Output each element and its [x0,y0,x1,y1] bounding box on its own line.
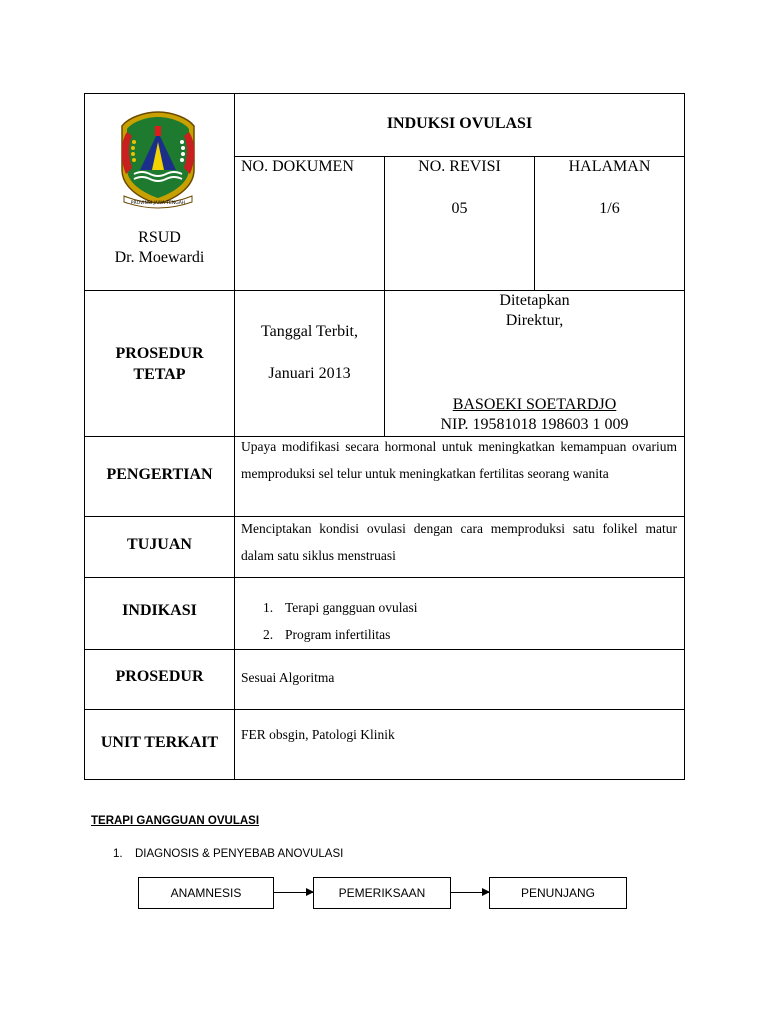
tanggal-terbit-label: Tanggal Terbit, [261,323,358,340]
table-row-line [84,709,685,710]
halaman-value: 1/6 [599,200,620,217]
pengertian-label: PENGERTIAN [106,466,213,483]
hospital-name-line1: RSUD [138,229,181,246]
hospital-name [85,228,234,268]
subheading-marker: 1. [113,848,123,860]
unit-terkait-label: UNIT TERKAIT [100,734,219,751]
pengertian-text: Upaya modifikasi secara hormonal untuk meningkatkan kemampuan ovarium memproduksi sel telur untuk meningkatkan fertilitas seorang wanita [241,439,677,481]
signature-block [385,395,684,435]
no-dokumen-label: NO. DOKUMEN [241,158,354,175]
tujuan-text: Menciptakan kondisi ovulasi dengan cara memproduksi satu folikel matur dalam satu siklus menstruasi [241,521,677,563]
section-heading: TERAPI GANGGUAN OVULASI [91,815,260,827]
direktur-label: Direktur, [505,312,564,329]
table-divider-col3 [534,156,535,290]
indikasi-label: INDIKASI [122,602,197,619]
no-revisi-value: 05 [451,200,468,217]
list-marker: 1. [263,600,274,615]
ditetapkan-label: Ditetapkan [499,292,570,309]
section-subheading: 1. DIAGNOSIS & PENYEBAB ANOVULASI [113,848,344,860]
tujuan-label: TUJUAN [127,536,192,553]
list-marker: 2. [263,627,274,642]
indikasi-list [263,594,663,648]
ditetapkan-block [385,291,684,331]
document-title: INDUKSI OVULASI [386,115,533,132]
svg-text:PROVINSI JAWA TENGAH: PROVINSI JAWA TENGAH [130,201,186,206]
list-item: 2. Program infertilitas [263,621,663,648]
table-row-line [84,577,685,578]
prosedur-label: PROSEDUR [115,668,204,685]
table-row-line [84,649,685,650]
no-revisi-label: NO. REVISI [418,158,501,175]
flow-box-anamnesis: ANAMNESIS [138,877,274,909]
table-border-top [84,93,685,94]
flow-box-pemeriksaan: PEMERIKSAAN [313,877,451,909]
signer-nip: NIP. 19581018 198603 1 009 [440,416,629,433]
prosedur-text: Sesuai Algoritma [241,670,335,685]
list-item: 1. Terapi gangguan ovulasi [263,594,663,621]
signer-name: BASOEKI SOETARDJO [452,396,617,413]
hospital-logo [112,108,204,214]
prosedur-tetap-label: PROSEDUR TETAP [115,345,204,383]
flow-arrow [274,892,313,893]
hospital-name-line2: Dr. Moewardi [114,249,205,266]
flow-arrow [451,892,489,893]
table-divider-title [234,156,685,157]
flow-box-penunjang: PENUNJANG [489,877,627,909]
unit-terkait-text: FER obsgin, Patologi Klinik [241,727,395,742]
halaman-label: HALAMAN [568,158,651,175]
tanggal-terbit-value: Januari 2013 [268,365,351,382]
table-border-bottom [84,779,685,780]
